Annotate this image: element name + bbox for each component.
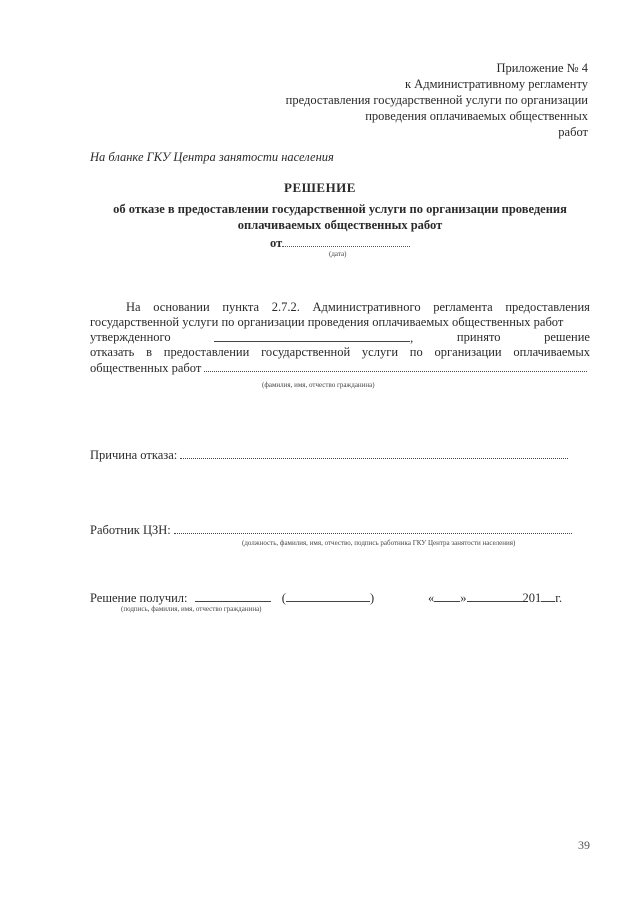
- appendix-line: предоставления государственной услуги по организации: [285, 93, 588, 107]
- para-word: общественных работ: [90, 361, 202, 375]
- para-word: оплачиваемых: [513, 345, 590, 359]
- document-title: РЕШЕНИЕ: [284, 180, 356, 195]
- received-name-field[interactable]: [286, 590, 370, 602]
- para-word: 2.7.2.: [271, 300, 300, 314]
- reason-field[interactable]: [180, 447, 568, 459]
- para-word: отказать: [90, 345, 135, 359]
- date-from: [270, 235, 410, 251]
- para-word: предоставления: [505, 300, 590, 314]
- subtitle-line: об отказе в предоставлении государственной услуги по организации проведения: [113, 202, 567, 216]
- year-field[interactable]: [541, 590, 555, 602]
- year-prefix: 201: [522, 591, 542, 605]
- para-word: На: [126, 300, 141, 314]
- paren-open: (: [281, 591, 286, 605]
- para-word: по: [409, 345, 423, 359]
- day-field[interactable]: [434, 590, 460, 602]
- para-text: государственной услуги по организации проведения оплачиваемых общественных работ: [90, 315, 564, 329]
- date-hint: (дата): [329, 250, 347, 258]
- paragraph-row: [90, 315, 590, 330]
- employee-hint: (должность, фамилия, имя, отчество, подпись работника ГКУ Центра занятости населения): [242, 539, 516, 547]
- paragraph-row: [90, 345, 590, 360]
- reason-label: Причина отказа:: [90, 448, 178, 462]
- para-word: Административного: [312, 300, 421, 314]
- received-block: [90, 590, 374, 606]
- subtitle-line: оплачиваемых общественных работ: [237, 218, 443, 232]
- para-word: ,: [410, 331, 414, 345]
- quote-close: »: [460, 591, 467, 605]
- citizen-name-hint: (фамилия, имя, отчество гражданина): [262, 381, 375, 389]
- paragraph-row: [90, 300, 590, 315]
- signature-date: [428, 590, 562, 606]
- paragraph-row: [90, 330, 590, 345]
- appendix-line: работ: [558, 125, 588, 139]
- document-subtitle: [90, 201, 590, 233]
- para-word: утвержденного: [90, 330, 171, 344]
- appendix-line: проведения оплачиваемых общественных: [365, 109, 588, 123]
- para-word: услуги: [361, 345, 399, 359]
- month-field[interactable]: [467, 590, 523, 602]
- citizen-name-field[interactable]: [204, 360, 587, 372]
- from-label: от: [270, 236, 283, 250]
- paren-close: ): [369, 591, 375, 605]
- received-hint: (подпись, фамилия, имя, отчество гражданина): [121, 605, 262, 613]
- year-suffix: г.: [555, 591, 563, 605]
- para-word: государственной: [261, 345, 351, 359]
- received-label: Решение получил:: [90, 591, 188, 605]
- approved-by-field[interactable]: [214, 330, 410, 342]
- para-word: регламента: [433, 300, 493, 314]
- decision-paragraph: [90, 300, 590, 375]
- letterhead-note: На бланке ГКУ Центра занятости населения: [90, 150, 334, 164]
- worker-label: Работник ЦЗН:: [90, 523, 171, 537]
- appendix-header: [286, 60, 588, 140]
- date-field[interactable]: [282, 235, 410, 247]
- employee-field[interactable]: [174, 522, 572, 534]
- para-word: организации: [434, 345, 502, 359]
- para-word: пункта: [222, 300, 260, 314]
- para-word: принято: [456, 330, 501, 344]
- para-word: основании: [153, 300, 210, 314]
- page-number: 39: [578, 838, 590, 852]
- appendix-line: Приложение № 4: [496, 61, 588, 75]
- quote-open: «: [428, 591, 435, 605]
- employee-block: [90, 522, 572, 538]
- para-word: предоставлении: [163, 345, 250, 359]
- appendix-line: к Административному регламенту: [404, 77, 588, 91]
- refusal-reason: [90, 447, 568, 463]
- para-word: в: [146, 345, 152, 359]
- para-word: решение: [544, 330, 590, 344]
- paragraph-row: [90, 360, 590, 375]
- signature-field[interactable]: [195, 590, 271, 602]
